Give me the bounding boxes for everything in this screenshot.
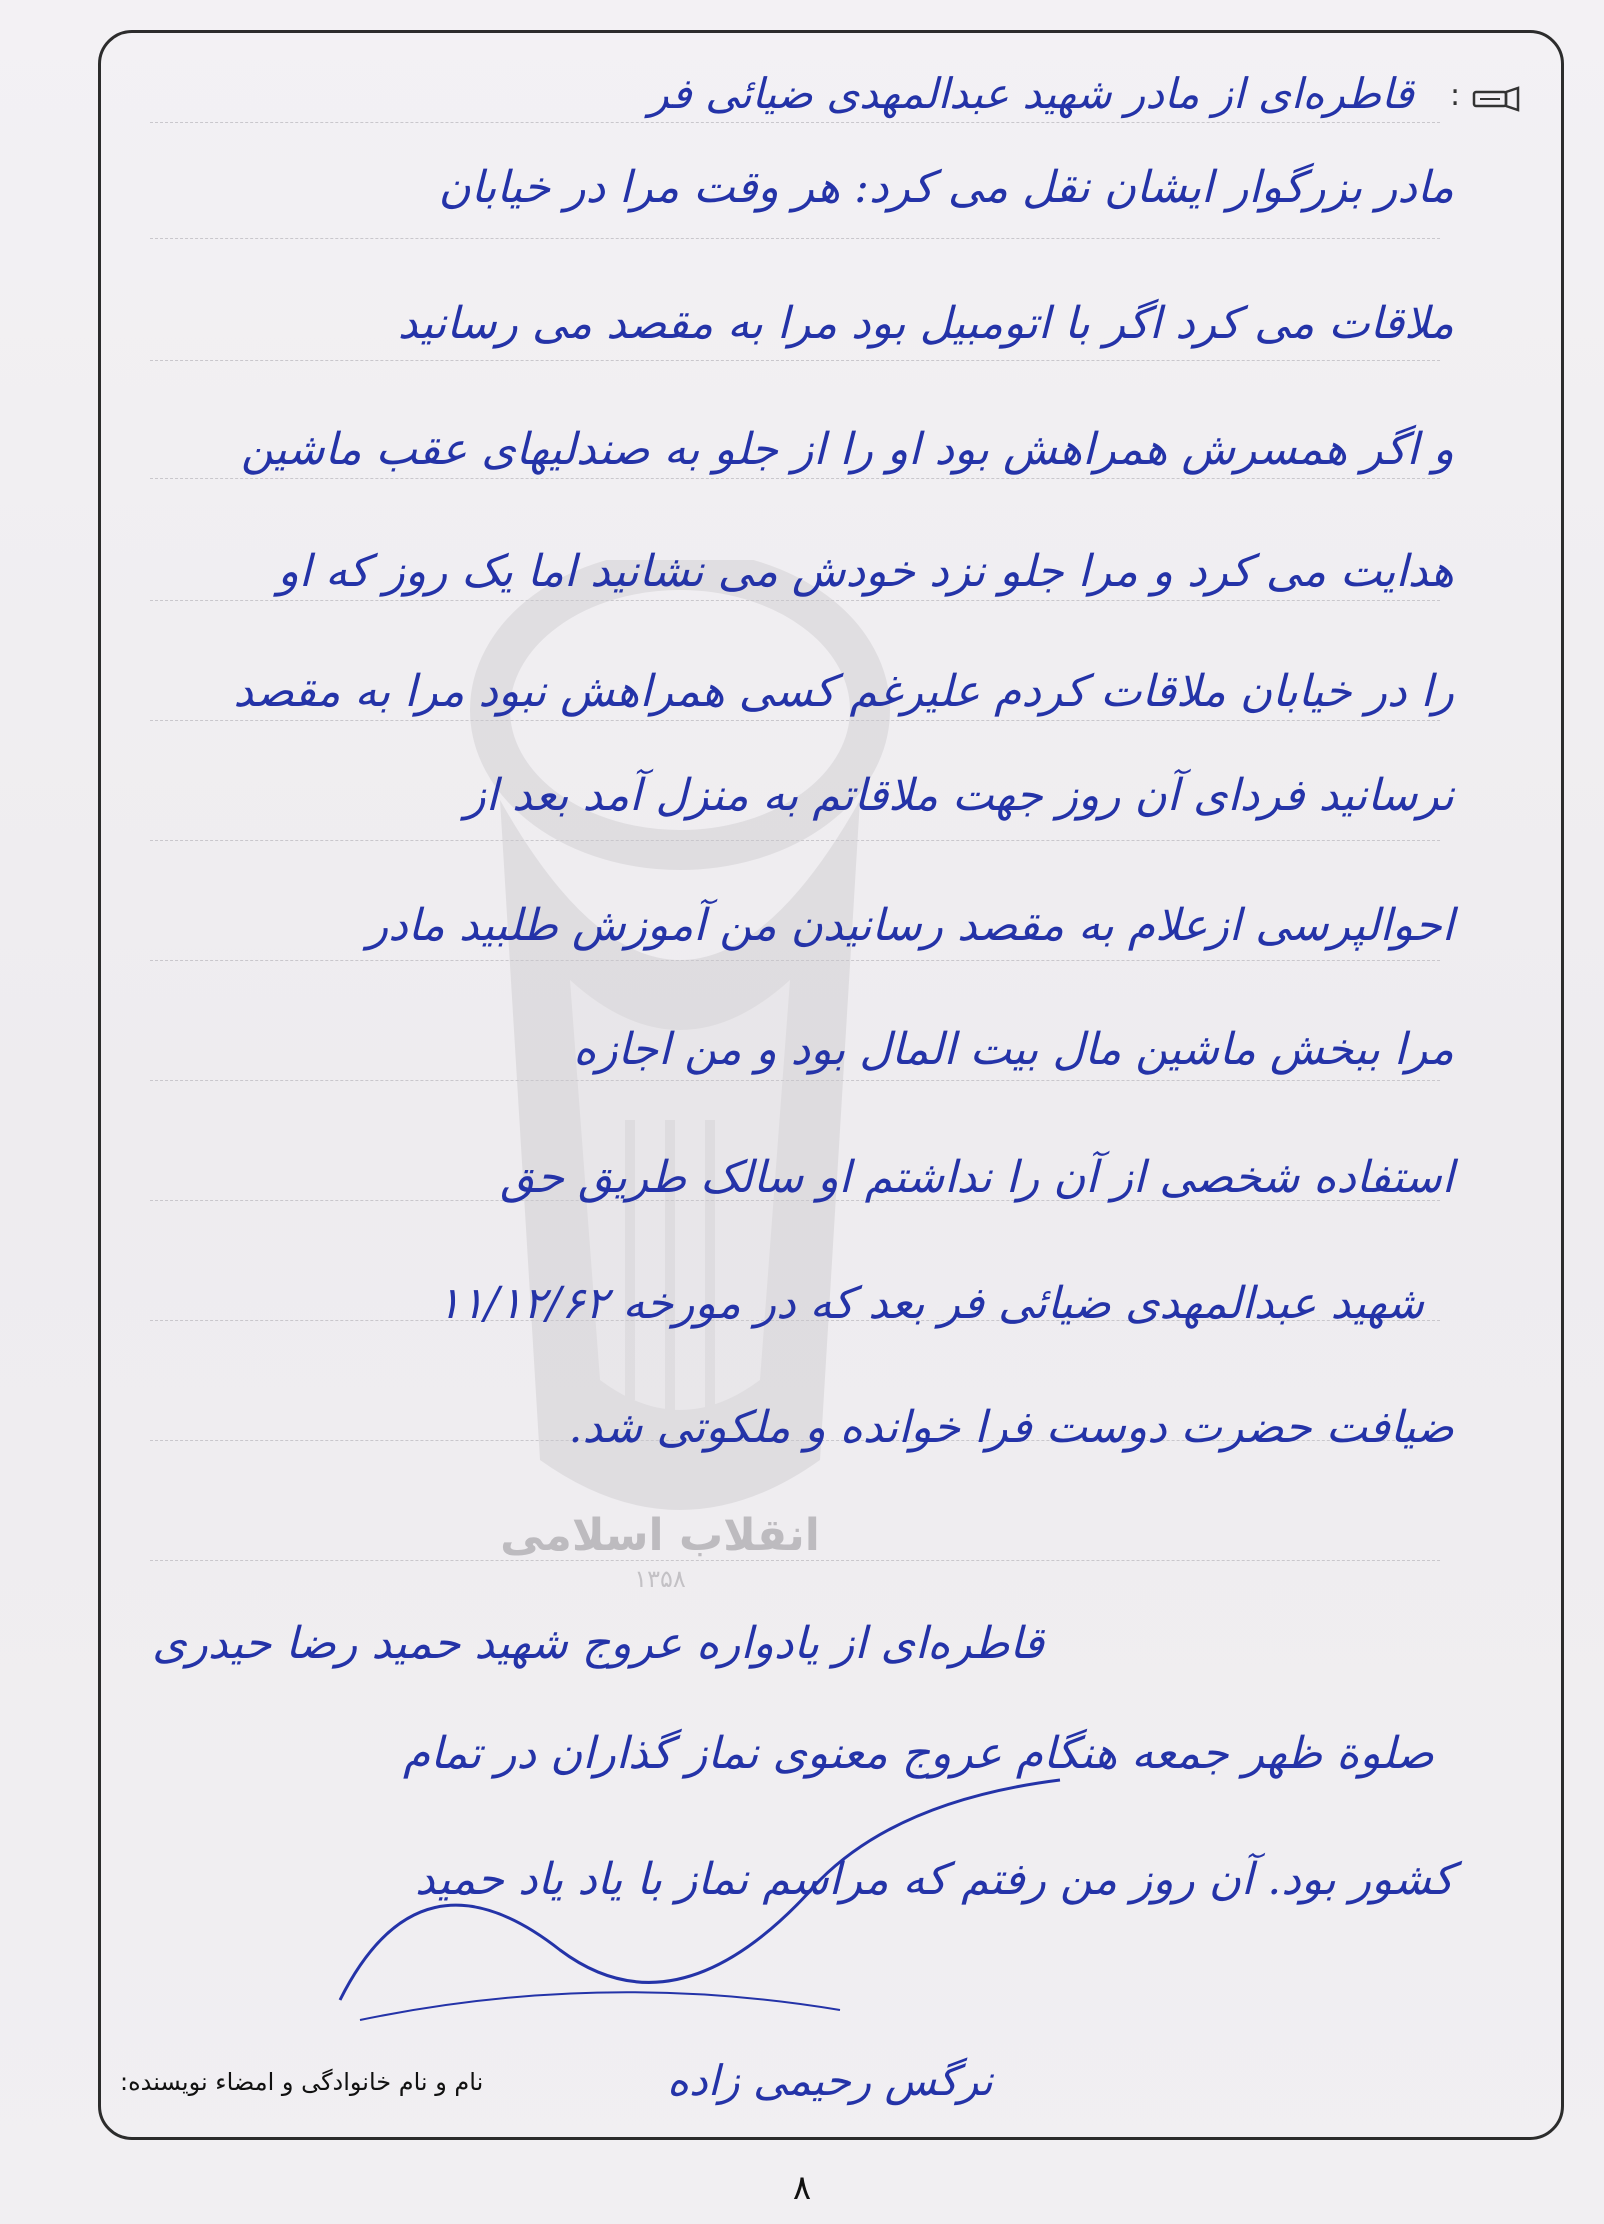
memory-1-line: ضیافت حضرت دوست فرا خوانده و ملکوتی شد. bbox=[568, 1402, 1454, 1453]
memory-1-line: استفاده شخصی از آن را نداشتم او سالک طریق حق bbox=[500, 1152, 1454, 1203]
ruled-line bbox=[150, 960, 1440, 961]
pen-icon bbox=[1472, 84, 1520, 114]
ruled-line bbox=[150, 840, 1440, 841]
page-number: ۸ bbox=[792, 2168, 812, 2208]
memory-1-title: قاطره‌ای از مادر شهید عبدالمهدی ضیائی فر bbox=[648, 69, 1414, 118]
header-colon: : bbox=[1450, 78, 1461, 113]
memory-2-title: قاطره‌ای از یادواره عروج شهید حمید رضا حیدری bbox=[152, 1618, 1044, 1669]
ruled-line bbox=[150, 1560, 1440, 1561]
watermark-text: انقلاب اسلامی bbox=[500, 1510, 820, 1561]
memory-1-line: احوالپرسی ازعلام به مقصد رسانیدن من آموزش طلبید مادر bbox=[367, 900, 1454, 951]
author-signature: نرگس رحیمی زاده bbox=[667, 2056, 993, 2105]
memory-1-line: را در خیابان ملاقات کردم علیرغم کسی همراهش نبود مرا به مقصد bbox=[233, 666, 1454, 717]
author-signature-label: نام و نام خانوادگی و امضاء نویسنده: bbox=[120, 2068, 484, 2096]
memory-1-line: هدایت می کرد و مرا جلو نزد خودش می نشانید اما یک روز که او bbox=[277, 546, 1454, 597]
memory-1-line: مادر بزرگوار ایشان نقل می کرد: هر وقت مرا در خیابان bbox=[438, 162, 1454, 213]
signature-flourish bbox=[300, 1720, 1200, 2050]
memory-1-line: مرا ببخش ماشین مال بیت المال بود و من اجازه bbox=[573, 1024, 1454, 1075]
ruled-line bbox=[150, 238, 1440, 239]
memory-2-line: صلوة ظهر جمعه هنگام عروج معنوی نماز گذاران در تمام bbox=[402, 1728, 1434, 1779]
memory-2-line: کشور بود. آن روز من رفتم که مراسم نماز با یاد یاد حمید bbox=[414, 1854, 1454, 1905]
memory-1-line: نرسانید فردای آن روز جهت ملاقاتم به منزل آمد بعد از bbox=[464, 770, 1454, 821]
ruled-line bbox=[150, 360, 1440, 361]
watermark-year: ۱۳۵۸ bbox=[634, 1565, 686, 1593]
memory-1-line: ملاقات می کرد اگر با اتومبیل بود مرا به مقصد می رسانید bbox=[397, 298, 1454, 349]
memory-1-line: شهید عبدالمهدی ضیائی فر بعد که در مورخه ۱۱/۱۲/۶۲ bbox=[437, 1278, 1424, 1329]
ruled-line bbox=[150, 1080, 1440, 1081]
memory-1-line: و اگر همسرش همراهش بود او را از جلو به صندلیهای عقب ماشین bbox=[240, 424, 1454, 475]
